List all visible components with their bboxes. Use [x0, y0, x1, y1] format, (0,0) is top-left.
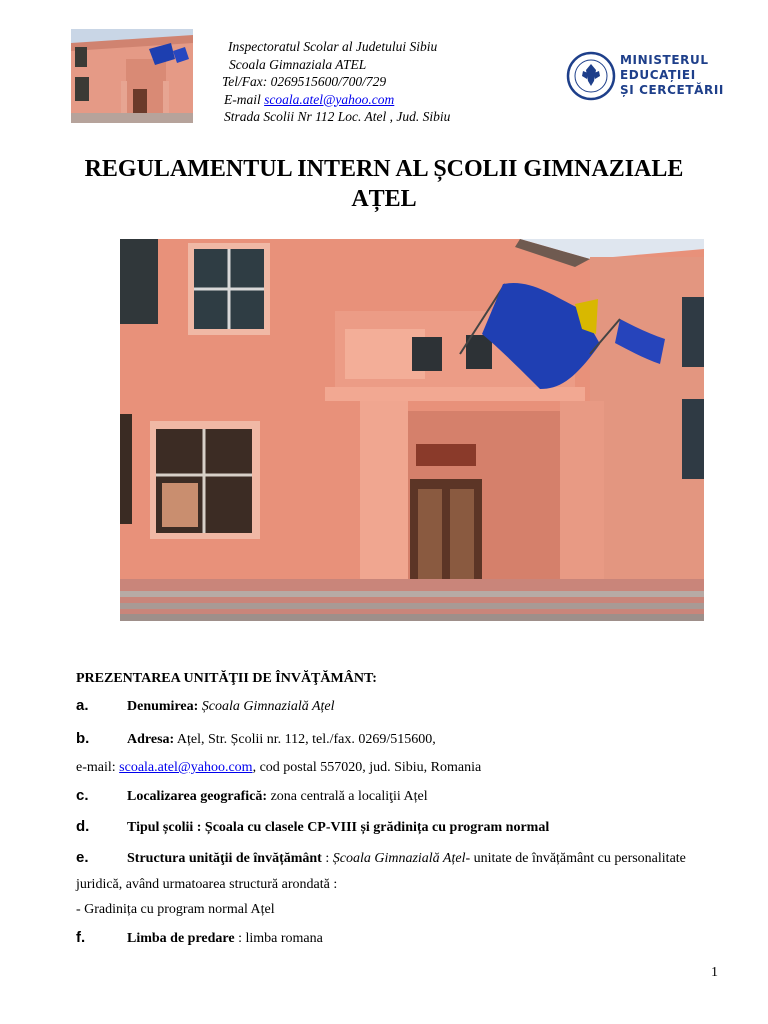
logo-line-2: EDUCAȚIEI [620, 68, 696, 82]
section-heading: PREZENTAREA UNITĂŢII DE ÎNVĂŢĂMÂNT: [76, 671, 377, 686]
title-line-1: REGULAMENTUL INTERN AL ȘCOLII GIMNAZIALE [84, 156, 684, 182]
structura-continuation: juridică, având urmatoarea structură arondată : [76, 877, 338, 892]
page-title [40, 154, 728, 214]
header-line-address: Strada Scolii Nr 112 Loc. Atel , Jud. Sibiu [224, 109, 451, 124]
item-marker: b. [76, 730, 90, 747]
item-value: Școala Gimnazială Ațel [201, 699, 335, 714]
header-line-email [222, 91, 450, 109]
item-marker: e. [76, 849, 89, 866]
header-school-photo [71, 29, 193, 123]
school-building-photo [120, 239, 704, 621]
item-label: Limba de predare [127, 931, 235, 946]
adresa-email-line [76, 760, 481, 776]
list-item-limba [76, 929, 323, 947]
title-line-2: AȚEL [351, 186, 417, 212]
item-marker: d. [76, 818, 90, 835]
header-line-phone: Tel/Fax: 0269515600/700/729 [222, 74, 387, 89]
page-number: 1 [711, 965, 718, 980]
item-value: zona centrală a localiţii Ațel [270, 789, 428, 804]
item-value: : limba romana [234, 931, 323, 946]
list-item-localizare [76, 787, 428, 805]
list-item-denumirea [76, 697, 335, 715]
header-institution-info [222, 38, 450, 126]
item-school-name: Școala Gimnazială Ațel [332, 851, 466, 866]
email-link[interactable]: scoala.atel@yahoo.com [119, 760, 253, 775]
header-line-inspectorate: Inspectoratul Scolar al Judetului Sibiu [228, 39, 438, 54]
postal-info: , cod postal 557020, jud. Sibiu, Romania [252, 760, 482, 775]
email-prefix: e-mail: [76, 760, 120, 775]
item-label: Localizarea geografică: [127, 789, 268, 804]
item-value: - unitate de învățământ cu personalitate [465, 851, 686, 866]
ministry-seal-icon [566, 51, 616, 101]
header-email-link[interactable]: scoala.atel@yahoo.com [264, 91, 395, 107]
list-item-adresa [76, 730, 436, 748]
item-value: Ațel, Str. Școlii nr. 112, tel./fax. 0269/515600, [176, 732, 436, 747]
logo-line-1: MINISTERUL [620, 53, 709, 67]
item-marker: f. [76, 929, 86, 946]
header-line-school: Scoala Gimnaziala ATEL [229, 56, 367, 72]
structura-bullet: - Gradinița cu program normal Ațel [76, 902, 275, 917]
item-label: Structura unităţii de învățământ [127, 851, 322, 866]
item-marker: c. [76, 787, 89, 804]
item-marker: a. [76, 697, 89, 714]
logo-line-3: ȘI CERCETĂRII [620, 83, 724, 97]
item-label: Tipul școlii : Școala cu clasele CP-VIII și grădinița cu program normal [127, 820, 550, 835]
item-label: Adresa: [127, 732, 175, 747]
header-email-prefix: E-mail [224, 91, 265, 107]
item-separator: : [321, 851, 333, 866]
list-item-structura [76, 849, 686, 867]
list-item-tipul-scolii [76, 818, 549, 836]
ministry-logo [566, 51, 728, 101]
item-label: Denumirea: [127, 699, 199, 714]
